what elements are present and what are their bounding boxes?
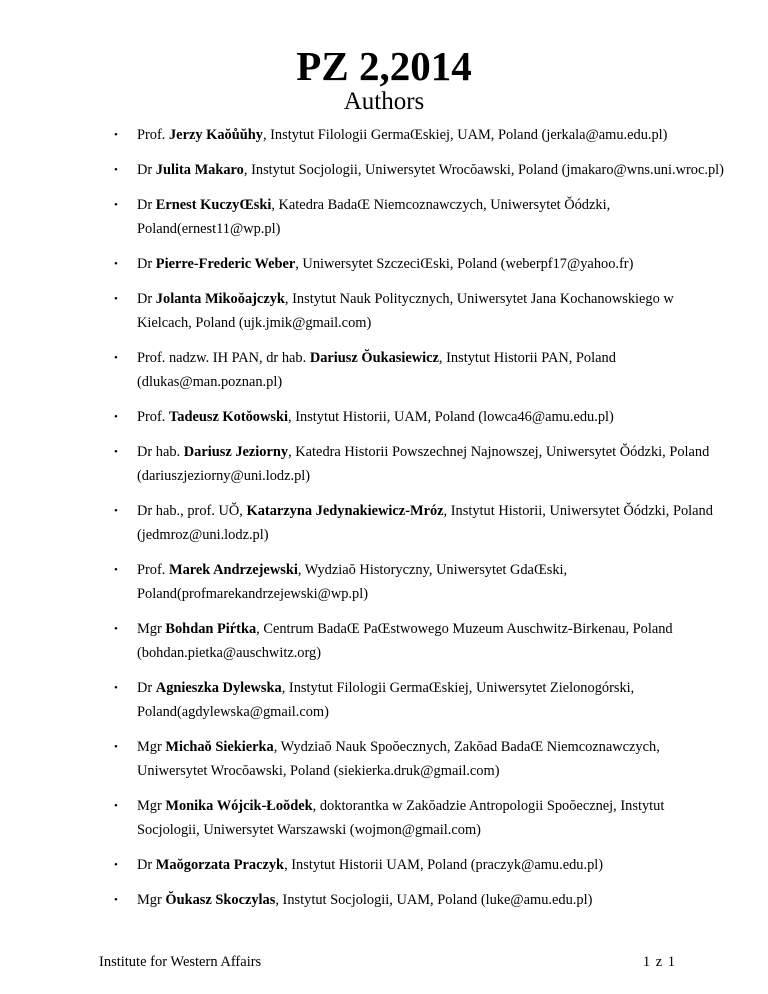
- page-title: PZ 2,2014: [296, 43, 472, 89]
- bullet-icon: •: [114, 741, 118, 753]
- author-prefix: Dr: [137, 256, 156, 272]
- author-prefix: Mgr: [137, 739, 166, 755]
- author-details: , Instytut Historii, Uniwersytet Ŏódzki, Poland (jedmroz@uni.lodz.pl): [137, 503, 713, 543]
- author-entry: [0, 193, 768, 241]
- author-entry: [0, 735, 768, 783]
- author-name: Ŏukasz Skoczylas: [165, 892, 276, 908]
- author-name: Bohdan Piŕtka: [165, 621, 257, 637]
- author-prefix: Dr: [137, 291, 156, 307]
- author-details: , Centrum BadaŒ PaŒstwowego Muzeum Auschwitz-Birkenau, Poland (bohdan.pietka@auschwitz.org): [137, 621, 673, 661]
- bullet-icon: •: [114, 564, 118, 576]
- bullet-icon: •: [114, 293, 118, 305]
- author-prefix: Prof. nadzw. IH PAN, dr hab.: [137, 350, 310, 366]
- author-entry: [0, 794, 768, 842]
- author-details: , Instytut Historii, UAM, Poland (lowca46@amu.edu.pl): [288, 409, 614, 425]
- bullet-icon: •: [114, 800, 118, 812]
- author-name: Julita Makaro: [155, 162, 244, 178]
- author-entry: [0, 499, 768, 547]
- author-details: , Katedra Historii Powszechnej Najnowszej, Uniwersytet Ŏódzki, Poland (dariuszjeziorny@uni.lodz.pl): [137, 444, 710, 484]
- bullet-icon: •: [114, 411, 118, 423]
- bullet-icon: •: [114, 623, 118, 635]
- bullet-icon: •: [114, 258, 118, 270]
- footer-institution: Institute for Western Affairs: [99, 954, 262, 970]
- author-entry: [0, 676, 768, 724]
- author-name: Agnieszka Dylewska: [155, 680, 282, 696]
- author-name: Maŏgorzata Praczyk: [155, 857, 285, 873]
- author-name: Jolanta Mikoŏajczyk: [155, 291, 285, 307]
- author-details: , Uniwersytet SzczeciŒski, Poland (weberpf17@yahoo.fr): [295, 256, 634, 272]
- bullet-icon: •: [114, 129, 118, 141]
- author-entry: [0, 558, 768, 606]
- author-details: , doktorantka w Zakŏadzie Antropologii Spoŏecznej, Instytut Socjologii, Uniwersytet Warszawski (wojmon@gmail.com): [137, 798, 665, 838]
- author-name: Jerzy Kaŏůŭhy: [168, 127, 263, 143]
- author-name: Michaŏ Siekierka: [165, 739, 274, 755]
- author-entry: [0, 853, 768, 877]
- author-name: Ernest KuczyŒski: [155, 197, 272, 213]
- author-name: Tadeusz Kotŏowski: [168, 409, 289, 425]
- author-details: , Instytut Socjologii, UAM, Poland (luke@amu.edu.pl): [275, 892, 593, 908]
- author-prefix: Mgr: [137, 621, 166, 637]
- author-name: Dariusz Jeziorny: [183, 444, 289, 460]
- bullet-icon: •: [114, 859, 118, 871]
- author-details: , Instytut Socjologii, Uniwersytet Wrocŏawski, Poland (jmakaro@wns.uni.wroc.pl): [243, 162, 724, 178]
- author-details: , Instytut Historii PAN, Poland (dlukas@man.poznan.pl): [137, 350, 616, 390]
- author-details: , Wydziaŏ Historyczny, Uniwersytet GdaŒski, Poland(profmarekandrzejewski@wp.pl): [137, 562, 568, 602]
- author-details: , Katedra BadaŒ Niemcoznawczych, Uniwersytet Ŏódzki, Poland(ernest11@wp.pl): [137, 197, 611, 237]
- author-prefix: Mgr: [137, 798, 166, 814]
- bullet-icon: •: [114, 682, 118, 694]
- author-name: Dariusz Ŏukasiewicz: [309, 350, 439, 366]
- bullet-icon: •: [114, 164, 118, 176]
- author-prefix: Dr: [137, 680, 156, 696]
- page-subtitle: Authors: [343, 88, 425, 115]
- bullet-icon: •: [114, 894, 118, 906]
- author-entry: [0, 617, 768, 665]
- author-prefix: Dr: [137, 197, 156, 213]
- author-prefix: Prof.: [137, 127, 169, 143]
- author-entry: [0, 123, 768, 147]
- footer-page-number: 1 z 1: [642, 954, 676, 970]
- author-details: , Instytut Filologii GermaŒskiej, UAM, Poland (jerkala@amu.edu.pl): [262, 127, 668, 143]
- author-prefix: Dr: [137, 162, 156, 178]
- author-details: , Instytut Nauk Politycznych, Uniwersytet Jana Kochanowskiego w Kielcach, Poland (ujk.jmik@gmail.com): [137, 291, 674, 331]
- author-prefix: Dr: [137, 857, 156, 873]
- author-prefix: Dr hab.: [137, 444, 184, 460]
- author-entry: [0, 252, 768, 276]
- author-prefix: Dr hab., prof. UŎ,: [137, 503, 247, 519]
- author-details: , Instytut Filologii GermaŒskiej, Uniwersytet Zielonogórski, Poland(agdylewska@gmail.com): [137, 680, 635, 720]
- bullet-icon: •: [114, 505, 118, 517]
- author-prefix: Mgr: [137, 892, 166, 908]
- author-entry: [0, 888, 768, 912]
- author-prefix: Prof.: [137, 562, 169, 578]
- author-entry: [0, 440, 768, 488]
- author-entry: [0, 405, 768, 429]
- author-entry: [0, 287, 768, 335]
- author-prefix: Prof.: [137, 409, 169, 425]
- author-entry: [0, 346, 768, 394]
- author-name: Marek Andrzejewski: [168, 562, 298, 578]
- bullet-icon: •: [114, 446, 118, 458]
- author-entry: [0, 158, 768, 182]
- bullet-icon: •: [114, 352, 118, 364]
- author-details: , Instytut Historii UAM, Poland (praczyk@amu.edu.pl): [284, 857, 604, 873]
- author-list: [0, 123, 768, 923]
- author-name: Pierre-Frederic Weber: [155, 256, 296, 272]
- author-name: Katarzyna Jedynakiewicz-Mróz: [246, 503, 444, 519]
- bullet-icon: •: [114, 199, 118, 211]
- author-name: Monika Wójcik-Łoŏdek: [165, 798, 313, 814]
- author-details: , Wydziaŏ Nauk Spoŏecznych, Zakŏad BadaŒ Niemcoznawczych, Uniwersytet Wrocŏawski, Poland (siekierka.druk@gmail.com): [137, 739, 660, 779]
